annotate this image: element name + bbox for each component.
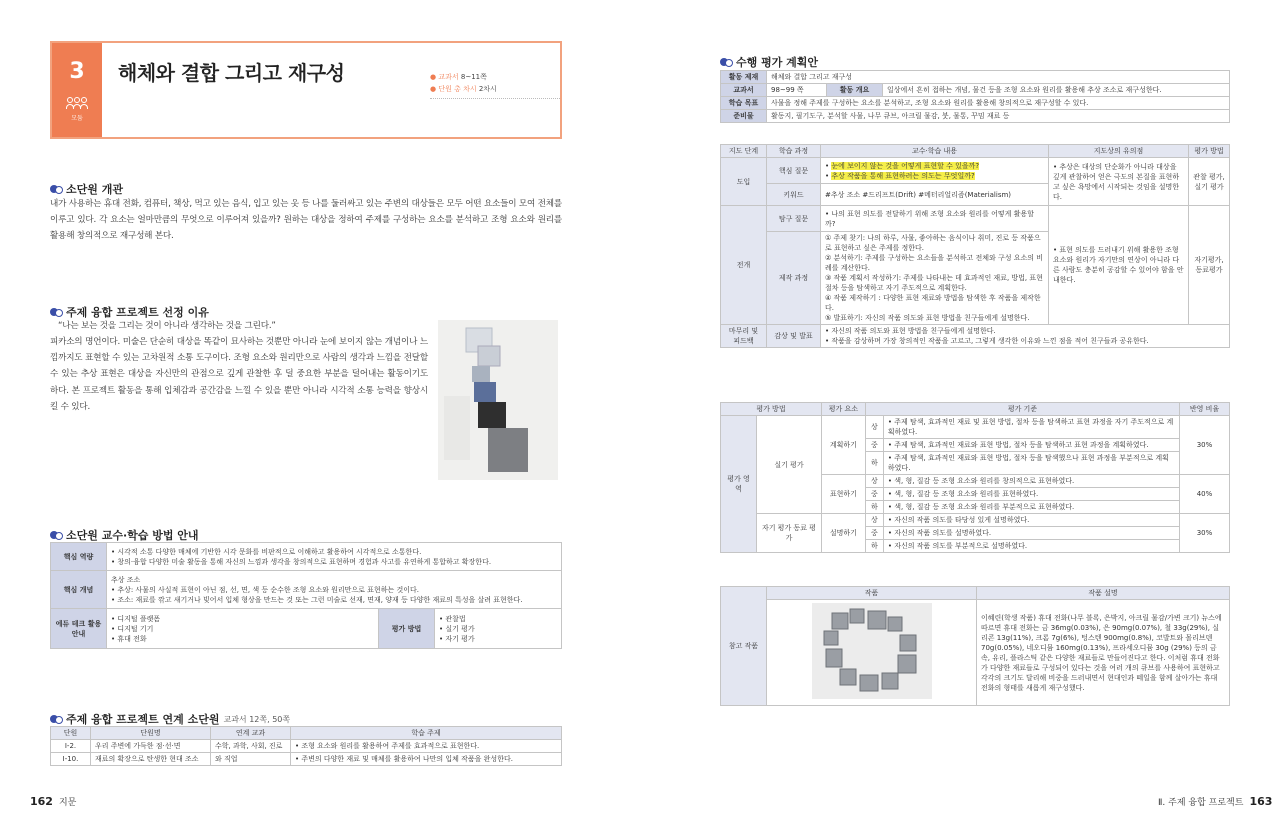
plan-table: 활동 제재 해체와 결합 그리고 재구성 교과서 98~99 쪽 활동 개요 일상에서 흔히 접하는 개념, 물건 등을 조형 요소와 원리를 활용해 추상 조소로 재구성한다. 학습 목표 사물을 정해 주제를 구성하는 요소를 분석하고, 조형 요소와 원리를 활용해 창의적으로 재구성할 수 있다. 준비물 활동지, 필기도구, 분석할 사물, 나무 큐브, 아크릴 물감, 붓, 물통, 꾸밈 재료 등 <box>720 70 1230 123</box>
unit-meta: ● 교과서 8~11쪽 ● 단원 총 차시 2차시 <box>430 71 560 108</box>
unit-header <box>50 41 562 139</box>
core-competency: • 시각적 소통 다양한 매체에 기반한 시각 문화를 비판적으로 이해하고 활용하여 시각적으로 소통한다. • 창의·융합 다양한 미술 활동을 통해 자신의 느낌과 생각을 창의적으로 표현하며 경험과 사고를 유연하게 통합하고 확장한다. <box>107 543 562 571</box>
core-concept-label: 핵심 개념 <box>51 571 107 609</box>
core-competency-label: 핵심 역량 <box>51 543 107 571</box>
linked-table: 단원 단원명 연계 교과 학습 주제 Ⅰ-2. 우리 주변에 가득한 점·선·면 수학, 과학, 사회, 진로 • 조형 요소와 원리를 활용하여 주제를 효과적으로 표현한다. Ⅰ-10. 재료의 확장으로 탄생한 현대 조소 와 직업 • 주변의 다양한 재료 및 매체를 활용하여 나만의 입체 작품을 완성한다. <box>50 726 562 766</box>
eval-method-label: 평가 방법 <box>379 609 435 649</box>
plan-heading: 수행 평가 계획안 <box>720 54 818 70</box>
linked-heading: 주제 융합 프로젝트 연계 소단원 교과서 12쪽, 50쪽 <box>50 711 290 727</box>
unit-number: 3 <box>69 59 85 84</box>
method-heading: 소단원 교수·학습 방법 안내 <box>50 527 199 543</box>
reason-text: 피카소의 명언이다. 미술은 단순히 대상을 똑같이 묘사하는 것뿐만 아니라 눈에 보이지 않는 개념이나 느낌까지도 표현할 수 있는 고차원적 소통 도구이다. 조형 요소와 원리만으로 사람의 생각과 느낌을 전달할 수 있는 추상 표현은 대상을 자신만의 관점으로 깊게 관찰한 후 덜 중요한 부분을 덜어내는 활동이기도 하다. 본 프로젝트 활동을 통해 입체감과 공간감을 느낄 수 있을 뿐만 아니라 시각적 소통 능력을 향상시킬 수 있다. <box>50 337 428 412</box>
section-bullet-icon <box>50 715 62 723</box>
rubric-table: 평가 방법 평가 요소 평가 기준 반영 비율 평가 영역 실기 평가 계획하기 상 • 주제 탐색, 효과적인 재료 및 표현 방법, 절차 등을 탐색하고 표현 과정을 자기 주도적으로 계획하였다. 30% 중 • 주제 탐색, 효과적인 재료와 표현 방법, 절차 등을 탐색하고 표현 과정을 계획하였다. 하 • 주제 탐색, 효과적인 재료와 표현 방법, 절차 등을 탐색했으나 표현 과정을 부분적으로 계획하였다. 표현하기 상 • 색, 형, 질감 등 조형 요소와 원리를 창의적으로 표현하였다. 40% 중 • 색, 형, 질감 등 조형 요소와 원리를 표현하였다. 하 • 색, 형, 질감 등 조형 요소와 원리를 부분적으로 표현하였다. 자기 평가 동료 평가 설명하기 상 • 자신의 작품 의도를 타당성 있게 설명하였다. 30% 중 • 자신의 작품 의도를 설명하였다. 하 • 자신의 작품 의도를 부분적으로 설명하였다. <box>720 402 1230 553</box>
section-bullet-icon <box>50 185 62 193</box>
unit-badge <box>52 43 102 137</box>
steps-table: 지도 단계 학습 과정 교수·학습 내용 지도상의 유의점 평가 방법 도입 핵심 질문 • 눈에 보이지 않는 것을 어떻게 표현할 수 있을까? • 추상 작품을 통해 표현하려는 의도는 무엇일까? • 추상은 대상의 단순화가 아니라 대상을 깊게 관찰하여 얻은 극도의 본질을 표현하고 싶은 욕망에서 시작되는 것임을 설명한다. 관찰 평가, 실기 평가 키워드 #추상 조소 #드리프트(Drift) #메터리얼리즘(Materialism) 전개 탐구 질문 • 나의 표현 의도를 전달하기 위해 조형 요소와 원리를 어떻게 활용할까? • 표현 의도를 드러내기 위해 활용한 조형 요소와 원리가 자기만의 연상이 아니라 다른 사람도 충분히 공감할 수 있어야 함을 안내한다. 자기평가, 동료평가 제작 과정 ① 주제 찾기: 나의 하루, 사물, 좋아하는 음식이나 취미, 진로 등 작품으로 표현하고 싶은 주제를 정한다. ② 분석하기: 주제를 구성하는 요소들을 분석하고 전체와 구성 요소의 비례를 계산한다. ③ 작품 계획서 작성하기: 주제를 나타내는 데 효과적인 재료, 방법, 표현 절차 등을 탐색하고 자기 주도적으로 계획한다. ④ 작품 제작하기 : 다양한 표현 재료와 방법을 탐색한 후 작품을 제작한다. ⑤ 발표하기: 자신의 작품 의도와 표현 방법을 친구들에게 설명한다. 마무리 및 피드백 감상 및 발표 • 자신의 작품 의도와 표현 방법을 친구들에게 설명한다. • 작품을 감상하며 가장 창의적인 작품을 고르고, 그렇게 생각한 이유와 느낀 점을 적어 친구들과 공유한다. <box>720 144 1230 348</box>
table-row: Ⅰ-10. 재료의 확장으로 탄생한 현대 조소 와 직업 • 주변의 다양한 재료 및 매체를 활용하여 나만의 입체 작품을 완성한다. <box>51 753 562 766</box>
reason-heading: 주제 융합 프로젝트 선정 이유 <box>50 304 209 320</box>
reason-quote: “나는 보는 것을 그리는 것이 아니라 생각하는 것을 그린다.” <box>58 321 276 331</box>
method-table <box>50 542 562 649</box>
unit-title: 해체와 결합 그리고 재구성 <box>118 61 345 85</box>
overview-text: 내가 사용하는 휴대 전화, 컴퓨터, 책상, 먹고 있는 음식, 입고 있는 옷 등 나를 둘러싸고 있는 주변의 대상들은 모두 어떤 요소들이 모여 전체를 이루고 있다. 각 요소는 얼마만큼의 무엇으로 이루어져 있을까? 원하는 대상을 정하여 주제를 구성하는 요소를 분석하고 조형 요소와 원리를 활용해 창의적으로 재구성해 본다. <box>50 199 562 242</box>
core-concept: 추상 조소 • 추상: 사물의 사실적 표현이 아닌 점, 선, 면, 색 등 순수한 조형 요소와 원리만으로 표현하는 것이다. • 조소: 재료를 깎고 새기거나 빚어서 입체 형상을 만드는 것 또는 그런 미술로 선재, 면재, 양재 등 다양한 재료의 특성을 살려 표현한다. <box>107 571 562 609</box>
right-page <box>640 0 1280 838</box>
edutech-label: 에듀 테크 활용 안내 <box>51 609 107 649</box>
group-icon <box>66 97 88 109</box>
reference-artwork-photo <box>812 603 932 699</box>
unit-icon-label: 모둠 <box>71 115 83 122</box>
section-bullet-icon <box>720 58 732 66</box>
overview-heading: 소단원 개관 <box>50 181 123 197</box>
left-footer: 162 지문 <box>30 795 77 808</box>
table-row: Ⅰ-2. 우리 주변에 가득한 점·선·면 수학, 과학, 사회, 진로 • 조형 요소와 원리를 활용하여 주제를 효과적으로 표현한다. <box>51 740 562 753</box>
edutech-list: • 디지털 플랫폼 • 디지털 기기 • 휴대 전화 <box>107 609 379 649</box>
section-bullet-icon <box>50 308 62 316</box>
eval-method-list: • 관찰법 • 실기 평가 • 자기 평가 <box>435 609 562 649</box>
sculpture-photo <box>438 320 558 480</box>
section-bullet-icon <box>50 531 62 539</box>
right-footer: Ⅱ. 주제 융합 프로젝트 163 <box>1158 795 1273 808</box>
reference-table: 참고 작품 작품 작품 설명 이혜린(학생 작품) 휴대 전화(나무 블록, 은박지, 아크릴 물감/가변 크기) 뉴스에 따르면 휴대 전화는 금 36mg(0.03%), 은 90mg(0.07%), 철 33g(29%), 실리콘 13g(11%), 크롬 7g(6%), 텅스텐 900mg(0.8%), 코발트와 몰리브덴 70g(0.05%), 네오디뮴 160mg(0.13%), 프라세오디뮴 30g (29%) 등의 금속, 유리, 플라스틱 같은 다양한 재료들로 만들어진다고 한다. 이처럼 휴대 전화가 다양한 재료들로 구성되어 있다는 것을 여러 개의 큐브를 사용하여 표현하고 각각의 크기도 달리해 비중을 드러내면서 현대인과 떼일을 함께 살아가는 휴대 전화의 형태를 새롭게 재구성했다. <box>720 586 1230 706</box>
